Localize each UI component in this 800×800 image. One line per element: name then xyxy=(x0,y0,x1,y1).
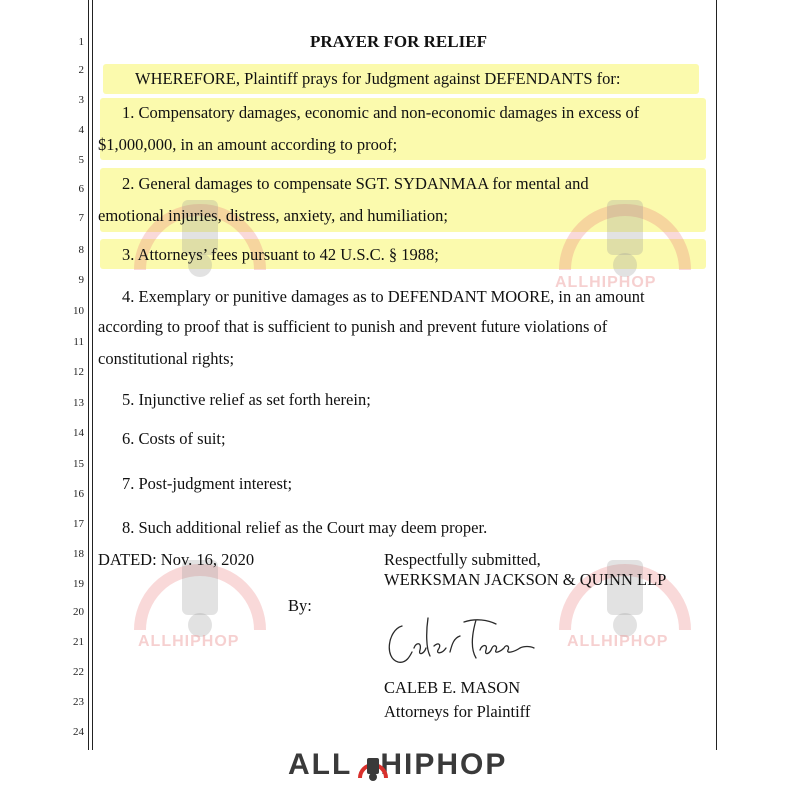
line-number: 24 xyxy=(73,726,84,738)
line-number: 13 xyxy=(73,397,84,409)
attorney-name: CALEB E. MASON xyxy=(384,678,521,697)
watermark-text: ALLHIPHOP xyxy=(555,274,657,291)
line-number: 20 xyxy=(73,606,84,618)
paragraph-item-2-cont: emotional injuries, distress, anxiety, and humiliation; xyxy=(98,206,448,225)
right-margin-line xyxy=(716,0,717,750)
paragraph-item-4-cont: according to proof that is sufficient to punish and prevent future violations of xyxy=(98,317,608,336)
paragraph-item-6: 6. Costs of suit; xyxy=(122,429,226,448)
paragraph-item-1: 1. Compensatory damages, economic and non-economic damages in excess of xyxy=(122,103,640,122)
paragraph-item-7: 7. Post-judgment interest; xyxy=(122,474,293,493)
paragraph-item-4: 4. Exemplary or punitive damages as to DEFENDANT MOORE, in an amount xyxy=(122,287,645,306)
line-number: 9 xyxy=(78,274,84,286)
line-number: 4 xyxy=(78,124,84,136)
line-number: 22 xyxy=(73,666,84,678)
line-number: 17 xyxy=(73,518,84,530)
line-number: 16 xyxy=(73,488,84,500)
paragraph-item-8: 8. Such additional relief as the Court may deem proper. xyxy=(122,518,488,537)
respectfully-submitted: Respectfully submitted, xyxy=(384,550,541,569)
attorney-role: Attorneys for Plaintiff xyxy=(384,702,531,721)
watermark-headphone-icon xyxy=(545,140,705,280)
line-number: 1 xyxy=(78,36,84,48)
watermark-text: ALLHIPHOP xyxy=(138,633,240,650)
line-number: 5 xyxy=(78,154,84,166)
line-number: 21 xyxy=(73,636,84,648)
dated-line: DATED: Nov. 16, 2020 xyxy=(98,550,255,569)
firm-name: WERKSMAN JACKSON & QUINN LLP xyxy=(384,570,667,589)
line-number: 23 xyxy=(73,696,84,708)
paragraph-item-2: 2. General damages to compensate SGT. SYDANMAA for mental and xyxy=(122,174,589,193)
line-number: 19 xyxy=(73,578,84,590)
paragraph-item-1-cont: $1,000,000, in an amount according to proof; xyxy=(98,135,398,154)
line-number: 3 xyxy=(78,94,84,106)
headphone-logo-icon xyxy=(356,744,390,782)
line-number: 12 xyxy=(73,366,84,378)
line-number: 15 xyxy=(73,458,84,470)
line-number: 11 xyxy=(73,336,84,348)
paragraph-item-5: 5. Injunctive relief as set forth herein; xyxy=(122,390,371,409)
line-number: 18 xyxy=(73,548,84,560)
line-number: 8 xyxy=(78,244,84,256)
paragraph-wherefore: WHEREFORE, Plaintiff prays for Judgment against DEFENDANTS for: xyxy=(135,69,621,88)
allhiphop-logo: ALL HIPHOP xyxy=(288,748,508,781)
paragraph-item-3: 3. Attorneys’ fees pursuant to 42 U.S.C. § 1988; xyxy=(122,245,439,264)
line-number: 2 xyxy=(78,64,84,76)
left-margin-line-outer xyxy=(88,0,89,750)
document-title: PRAYER FOR RELIEF xyxy=(310,32,487,51)
watermark-text: ALLHIPHOP xyxy=(567,633,669,650)
line-number: 6 xyxy=(78,183,84,195)
line-number: 14 xyxy=(73,427,84,439)
line-number: 7 xyxy=(78,212,84,224)
paragraph-item-4-cont2: constitutional rights; xyxy=(98,349,235,368)
by-label: By: xyxy=(288,596,312,615)
left-margin-line-inner xyxy=(92,0,93,750)
line-number: 10 xyxy=(73,305,84,317)
